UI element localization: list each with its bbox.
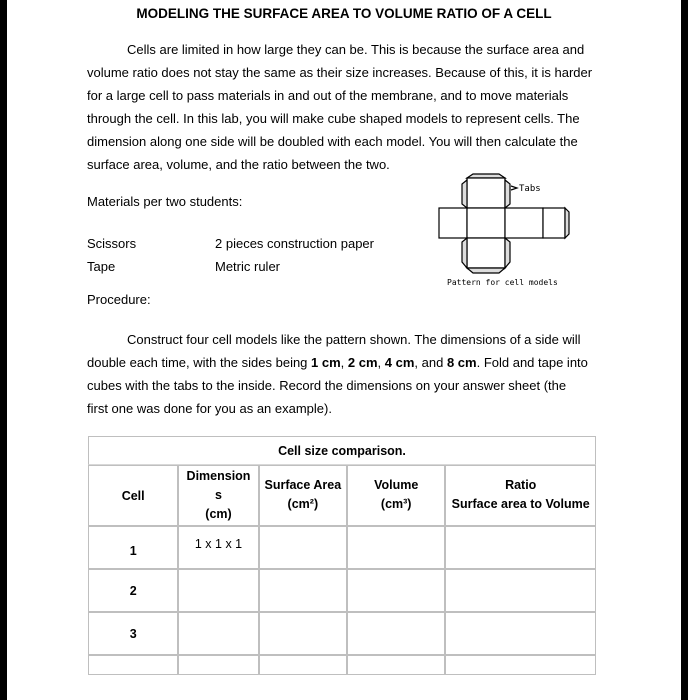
intro-line: volume ratio does not stay the same as their size increases. Because of this, it is harder	[87, 65, 593, 80]
row-surface-area[interactable]	[259, 569, 347, 612]
table-row	[88, 655, 596, 675]
side-1cm: 1 cm	[311, 355, 341, 370]
row-ratio[interactable]	[445, 612, 596, 655]
col-header-volume: Volume (cm³)	[347, 465, 445, 526]
intro-paragraph	[87, 38, 607, 176]
net-face-top	[467, 178, 505, 208]
procedure-paragraph	[87, 328, 607, 420]
intro-line: dimension along one side will be doubled with each model. You will then calculate the	[87, 134, 578, 149]
net-face-center	[467, 208, 505, 238]
material-item: Metric ruler	[215, 259, 281, 274]
page-title: MODELING THE SURFACE AREA TO VOLUME RATIO OF A CELL	[136, 6, 552, 21]
row-dimension: 1 x 1 x 1	[178, 526, 258, 569]
row-volume[interactable]	[347, 655, 445, 675]
cell-size-table	[88, 436, 596, 675]
row-surface-area[interactable]	[259, 526, 347, 569]
procedure-line: double each time, with the sides being 1 cm, 2 cm, 4 cm, and 8 cm. Fold and tape into	[87, 355, 588, 370]
row-dimension[interactable]	[178, 612, 258, 655]
tab-right	[565, 208, 569, 238]
row-ratio[interactable]	[445, 655, 596, 675]
procedure-line: first one was done for you as an example).	[87, 401, 332, 416]
worksheet-page	[7, 0, 681, 700]
tab-top	[467, 174, 505, 178]
cube-net-figure	[429, 172, 579, 276]
tabs-label: Tabs	[519, 184, 541, 194]
row-cell-number	[88, 655, 178, 675]
procedure-line: Construct four cell models like the pattern shown. The dimensions of a side will	[127, 332, 581, 347]
material-item: Tape	[87, 259, 116, 274]
row-volume[interactable]	[347, 526, 445, 569]
intro-line: Cells are limited in how large they can be. This is because the surface area and	[127, 42, 585, 57]
tab-upper-left	[462, 180, 467, 208]
net-face-bottom	[467, 238, 505, 268]
side-8cm: 8 cm	[446, 355, 477, 370]
net-face-left	[439, 208, 467, 238]
materials-col1	[87, 232, 136, 278]
material-item: 2 pieces construction paper	[215, 236, 374, 251]
table-header-row	[88, 465, 596, 526]
table-caption: Cell size comparison.	[88, 436, 596, 465]
materials-heading: Materials per two students:	[87, 194, 243, 209]
row-dimension[interactable]	[178, 569, 258, 612]
row-ratio[interactable]	[445, 526, 596, 569]
tab-lower-left	[462, 238, 467, 268]
row-surface-area[interactable]	[259, 612, 347, 655]
procedure-heading: Procedure:	[87, 292, 151, 307]
table-row	[88, 612, 596, 655]
row-volume[interactable]	[347, 569, 445, 612]
material-item: Scissors	[87, 236, 137, 251]
col-header-surface-area: Surface Area (cm²)	[259, 465, 347, 526]
tabs-pointer	[511, 186, 517, 190]
intro-line: surface area, volume, and the ratio between the two.	[87, 157, 390, 172]
row-volume[interactable]	[347, 612, 445, 655]
col-header-dimension: Dimension s (cm)	[178, 465, 258, 526]
table-row	[88, 569, 596, 612]
row-cell-number: 2	[88, 569, 178, 612]
row-ratio[interactable]	[445, 569, 596, 612]
materials-col2	[215, 232, 374, 278]
row-surface-area[interactable]	[259, 655, 347, 675]
tab-lower-right	[505, 238, 510, 268]
side-4cm: 4 cm	[384, 355, 415, 370]
tab-bottom	[467, 268, 505, 273]
row-cell-number: 3	[88, 612, 178, 655]
side-2cm: 2 cm	[347, 355, 378, 370]
row-dimension[interactable]	[178, 655, 258, 675]
net-face-right	[505, 208, 543, 238]
tab-upper-right	[505, 180, 510, 208]
intro-line: for a large cell to pass materials in and out of the membrane, and to move materials	[87, 88, 569, 103]
row-cell-number: 1	[88, 526, 178, 569]
intro-line: through the cell. In this lab, you will make cube shaped models to represent cells. The	[87, 111, 580, 126]
net-face-far-right	[543, 208, 565, 238]
procedure-line: cubes with the tabs to the inside. Record the dimensions on your answer sheet (the	[87, 378, 567, 393]
col-header-ratio: Ratio Surface area to Volume	[445, 465, 596, 526]
figure-caption: Pattern for cell models	[447, 278, 558, 287]
table-row	[88, 526, 596, 569]
col-header-cell: Cell	[88, 465, 178, 526]
